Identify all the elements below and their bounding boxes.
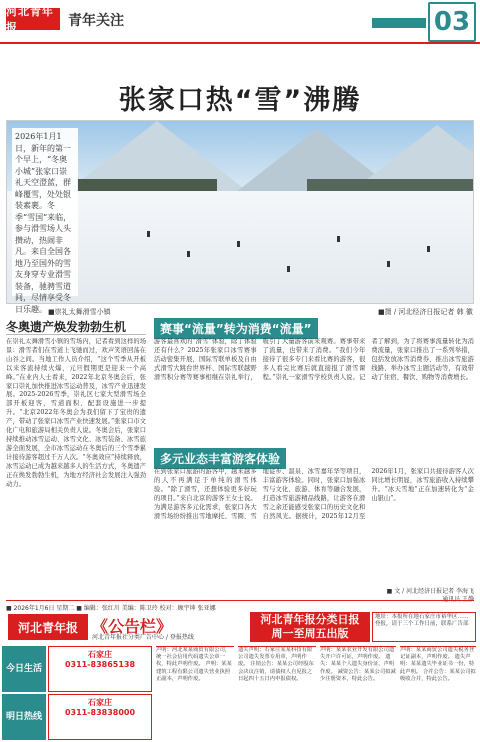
ad-side-label-today: 今日生活 [2,646,46,692]
article-byline: ■ 文 / 河北经济日报记者 李海飞 [386,588,474,595]
photo-skier [387,261,390,267]
article-1-body: 在崇礼太舞滑雪小镇的雪场内，记者看到这样的场景：滑雪者们在雪道上飞驰而过，欢声笑语回荡在山谷之间。当地工作人员介绍，“这个雪季从开板以来客流持续火爆，元旦假期更是迎来一个高峰。”在业内人士看来，2022年北京冬奥会后，张家口崇礼加快推进冰雪运动普及，冰雪产业迅速发展。2025-2026雪季，崇礼区七家大型滑雪场全部开板迎客，雪道面积、配套设施进一步提升。“北京2022年冬奥会为我们留下了宝贵的遗产，带动了张家口冰雪产业快速发展。”张家口市文化广电和旅游局相关负责人说。冬奥会后，张家口持续推动冰雪运动、冰雪文化、冰雪装备、冰雪旅游全面发展，全市冰雪运动在冬奥后的三个雪季累计接待游客超过千万人次。“冬奥效应”持续释放，冰雪运动已成为越来越多人的生活方式，冬奥遗产正在焕发勃勃生机，为地方经济社会发展注入强劲动力。 [6,338,146,488]
photo-skier [427,246,430,252]
article-divider [6,334,146,335]
ad-side-label-tomorrow: 明日热线 [2,694,46,740]
photo-skier [147,231,150,237]
article-2-title: 赛事“流量”转为消费“流量” [154,318,318,339]
photo-inset-caption: 2026年1月1日，新年的第一个早上，“冬奥小城”张家口崇礼天空澄蓝，群峰覆雪，处处银装素裹。冬季“雪国”来临，参与滑雪场人头攒动，热闹非凡。来自全国各地乃至国外的雪友身穿专业滑雪装备，驰骋雪道间，尽情享受冬日乐趣。 [12,128,78,296]
ad-column: 遗失声明：石家庄某某科技有限公司遗失发票专用章，声明作废。 注销公告：某某公司经股东会决议注销，请债权人自见报之日起四十五日内申报债权。 [238,646,316,740]
ad-title: 《公告栏》 [92,617,173,636]
ad-logo: 河北青年报 [8,614,88,640]
article-1-title: 冬奥遗产焕发勃勃生机 [6,320,127,334]
ad-notice-box: 地址：本报所在地石家庄市裕华区…… 登报，请于三个工作日前，联系广告部 [372,612,476,642]
newspaper-logo: 河北青年报 [6,8,60,30]
ad-column: 声明：某某商贸公司遗失税务登记证副本，声明作废。 遗失声明：某某遗失毕业证书一份，特此声明。 合并公告：某某公司拟吸收合并，特此公告。 [400,646,476,740]
article-2-body: 游客最喜欢的“滑雪”体验，除了体验还有什么？2025年张家口冰雪赛事活动密集开展，国际雪联单板及自由式滑雪大跳台世界杯、国际雪联越野滑雪积分赛等赛事相继在崇礼举行，吸引了大量游客前来观赛。赛事带来了流量，也带来了消费。“我们今年接待了很多专门来看比赛的游客，很多人看完比赛后就直接报了滑雪课程。”崇礼一家滑雪学校负责人说。记者了解到，为了将赛事流量转化为消费流量，张家口推出了一系列举措，包括发放冰雪消费券、推出冰雪旅游线路、举办冰雪主题活动等，有效带动了住宿、餐饮、购物等消费增长。 [154,338,474,381]
header-decor-bar [372,18,426,28]
photo-caption-left: ■崇礼太舞滑雪小镇 [48,308,111,316]
ad-column: 声明：河北某某商贸有限公司，统一社会信用代码遗失公章一枚，特此声明作废。 声明：某某建筑工程有限公司遗失营业执照正副本，声明作废。 [156,646,234,740]
ad-column: 声明：某某农业开发有限公司遗失开户许可证，声明作废。 遗失：某某个人遗失身份证，声明作废。 减资公告：某某公司拟减少注册资本，特此公告。 [320,646,396,740]
photo-skier [287,266,290,272]
footer-edition-info: ■ 2026年1月6日 星期二 ■ 编辑：张红川 美编：陈卫玲 校对：顾宇坤 张亚娜 [6,605,216,612]
ad-contact-2: 石家庄 0311-83838000 [48,694,152,740]
page-number: 03 [428,2,476,42]
photo-skier [237,241,240,247]
section-title: 青年关注 [68,13,124,29]
ad-subtitle: 河北青年报社分类广告中心 / 登报热线 [92,634,194,641]
ad-schedule-banner: 河北青年报分类日报 周一至周五出版 [250,612,370,642]
footer-rule [6,600,474,601]
main-headline: 张家口热“雪”沸腾 [118,85,362,116]
photo-skier [187,251,190,257]
article-3-body: 在到张家口旅游的游客中，越来越多的人不再满足于单纯的滑雪体验。“除了滑雪，还想体验更多好玩的项目。”来自北京的游客王女士说。为满足游客多元化需求，张家口各大滑雪场纷纷推出雪地摩托、雪圈、雪地徒步、温泉、冰雪嘉年华等项目，丰富游客体验。同时，张家口加强冰雪与文化、旅游、体育等融合发展，打造冰雪旅游精品线路，让游客在滑雪之余还能感受张家口的历史文化和自然风光。据统计，2025年12月至2026年1月，张家口共接待游客人次同比增长明显，冰雪旅游收入持续攀升。“冰天雪地”正在加速转化为“金山银山”。 [154,468,474,520]
photo-skier [337,236,340,242]
photo-caption-right: ■摄 / 河北经济日报记者 韩 徽 [378,308,473,316]
article-3-title: 多元业态丰富游客体验 [154,448,286,469]
ad-contact-1: 石家庄 0311-83865138 [48,646,152,692]
